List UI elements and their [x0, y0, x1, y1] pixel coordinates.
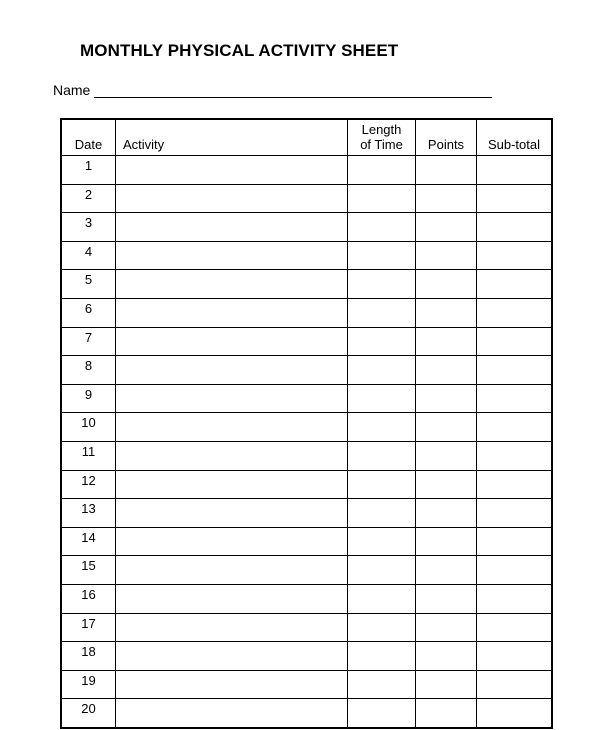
row-length-cell[interactable]: [348, 699, 416, 728]
row-subtotal-cell[interactable]: [477, 699, 553, 728]
row-length-cell[interactable]: [348, 356, 416, 385]
row-points-cell[interactable]: [416, 213, 477, 242]
row-length-cell[interactable]: [348, 327, 416, 356]
row-date-cell: 17: [61, 613, 116, 642]
table-row: [61, 241, 552, 270]
row-activity-cell[interactable]: [116, 499, 348, 528]
row-activity-cell[interactable]: [116, 327, 348, 356]
row-subtotal-cell[interactable]: [477, 184, 553, 213]
row-length-cell[interactable]: [348, 613, 416, 642]
row-date-cell: 13: [61, 499, 116, 528]
row-length-cell[interactable]: [348, 642, 416, 671]
row-date-cell: 11: [61, 441, 116, 470]
row-subtotal-cell[interactable]: [477, 670, 553, 699]
row-length-cell[interactable]: [348, 241, 416, 270]
row-length-cell[interactable]: [348, 184, 416, 213]
row-activity-cell[interactable]: [116, 298, 348, 327]
row-length-cell[interactable]: [348, 470, 416, 499]
row-activity-cell[interactable]: [116, 527, 348, 556]
header-points: Points: [416, 119, 477, 156]
row-date-cell: 10: [61, 413, 116, 442]
table-header-row: [61, 119, 552, 156]
table-row: [61, 156, 552, 185]
row-points-cell[interactable]: [416, 441, 477, 470]
table-row: [61, 613, 552, 642]
row-subtotal-cell[interactable]: [477, 441, 553, 470]
row-subtotal-cell[interactable]: [477, 213, 553, 242]
row-date-cell: 20: [61, 699, 116, 728]
row-points-cell[interactable]: [416, 699, 477, 728]
row-date-cell: 2: [61, 184, 116, 213]
table-row: [61, 642, 552, 671]
row-activity-cell[interactable]: [116, 213, 348, 242]
row-date-cell: 7: [61, 327, 116, 356]
table-row: [61, 270, 552, 299]
row-subtotal-cell[interactable]: [477, 298, 553, 327]
row-activity-cell[interactable]: [116, 584, 348, 613]
table-row: [61, 184, 552, 213]
row-activity-cell[interactable]: [116, 413, 348, 442]
row-activity-cell[interactable]: [116, 241, 348, 270]
table-row: [61, 499, 552, 528]
row-activity-cell[interactable]: [116, 670, 348, 699]
row-subtotal-cell[interactable]: [477, 270, 553, 299]
row-points-cell[interactable]: [416, 499, 477, 528]
row-subtotal-cell[interactable]: [477, 384, 553, 413]
table-row: [61, 584, 552, 613]
row-date-cell: 19: [61, 670, 116, 699]
table-row: [61, 441, 552, 470]
row-date-cell: 6: [61, 298, 116, 327]
name-field: [53, 82, 492, 98]
header-length-line1: Length: [361, 122, 402, 137]
activity-table: [60, 118, 553, 729]
row-subtotal-cell[interactable]: [477, 327, 553, 356]
header-subtotal: Sub-total: [477, 119, 553, 156]
table-row: [61, 556, 552, 585]
table-row: [61, 213, 552, 242]
table-row: [61, 470, 552, 499]
row-points-cell[interactable]: [416, 556, 477, 585]
row-length-cell[interactable]: [348, 441, 416, 470]
row-points-cell[interactable]: [416, 356, 477, 385]
row-activity-cell[interactable]: [116, 270, 348, 299]
row-activity-cell[interactable]: [116, 642, 348, 671]
table-row: [61, 356, 552, 385]
row-points-cell[interactable]: [416, 384, 477, 413]
row-activity-cell[interactable]: [116, 156, 348, 185]
row-points-cell[interactable]: [416, 327, 477, 356]
row-date-cell: 4: [61, 241, 116, 270]
header-activity: Activity: [116, 119, 348, 156]
row-date-cell: 15: [61, 556, 116, 585]
row-date-cell: 18: [61, 642, 116, 671]
row-date-cell: 3: [61, 213, 116, 242]
row-points-cell[interactable]: [416, 184, 477, 213]
row-subtotal-cell[interactable]: [477, 527, 553, 556]
row-date-cell: 12: [61, 470, 116, 499]
row-points-cell[interactable]: [416, 241, 477, 270]
row-subtotal-cell[interactable]: [477, 413, 553, 442]
row-date-cell: 14: [61, 527, 116, 556]
table-body: [61, 156, 552, 728]
row-activity-cell[interactable]: [116, 470, 348, 499]
row-length-cell[interactable]: [348, 156, 416, 185]
row-points-cell[interactable]: [416, 270, 477, 299]
row-length-cell[interactable]: [348, 384, 416, 413]
header-length-of-time: [348, 119, 416, 156]
table-row: [61, 327, 552, 356]
table-row: [61, 298, 552, 327]
row-subtotal-cell[interactable]: [477, 470, 553, 499]
row-points-cell[interactable]: [416, 156, 477, 185]
row-points-cell[interactable]: [416, 670, 477, 699]
row-subtotal-cell[interactable]: [477, 556, 553, 585]
row-points-cell[interactable]: [416, 298, 477, 327]
row-subtotal-cell[interactable]: [477, 499, 553, 528]
header-length-line2: of Time: [360, 137, 403, 152]
table-row: [61, 413, 552, 442]
header-date: Date: [61, 119, 116, 156]
table-row: [61, 670, 552, 699]
row-activity-cell[interactable]: [116, 699, 348, 728]
name-input-line[interactable]: [94, 83, 492, 98]
row-date-cell: 9: [61, 384, 116, 413]
row-activity-cell[interactable]: [116, 384, 348, 413]
row-activity-cell[interactable]: [116, 556, 348, 585]
row-subtotal-cell[interactable]: [477, 642, 553, 671]
page-title: MONTHLY PHYSICAL ACTIVITY SHEET: [80, 41, 399, 60]
row-date-cell: 1: [61, 156, 116, 185]
row-points-cell[interactable]: [416, 613, 477, 642]
row-date-cell: 5: [61, 270, 116, 299]
row-subtotal-cell[interactable]: [477, 356, 553, 385]
row-date-cell: 8: [61, 356, 116, 385]
row-length-cell[interactable]: [348, 527, 416, 556]
table-row: [61, 384, 552, 413]
row-length-cell[interactable]: [348, 213, 416, 242]
row-points-cell[interactable]: [416, 642, 477, 671]
row-length-cell[interactable]: [348, 584, 416, 613]
row-activity-cell[interactable]: [116, 613, 348, 642]
row-activity-cell[interactable]: [116, 184, 348, 213]
row-subtotal-cell[interactable]: [477, 584, 553, 613]
row-points-cell[interactable]: [416, 413, 477, 442]
row-date-cell: 16: [61, 584, 116, 613]
row-length-cell[interactable]: [348, 270, 416, 299]
table-row: [61, 699, 552, 728]
table-row: [61, 527, 552, 556]
row-length-cell[interactable]: [348, 298, 416, 327]
row-points-cell[interactable]: [416, 470, 477, 499]
row-activity-cell[interactable]: [116, 356, 348, 385]
row-length-cell[interactable]: [348, 556, 416, 585]
row-subtotal-cell[interactable]: [477, 613, 553, 642]
row-points-cell[interactable]: [416, 527, 477, 556]
row-length-cell[interactable]: [348, 499, 416, 528]
row-activity-cell[interactable]: [116, 441, 348, 470]
row-subtotal-cell[interactable]: [477, 156, 553, 185]
row-subtotal-cell[interactable]: [477, 241, 553, 270]
row-length-cell[interactable]: [348, 413, 416, 442]
row-length-cell[interactable]: [348, 670, 416, 699]
row-points-cell[interactable]: [416, 584, 477, 613]
name-label: Name: [53, 82, 91, 98]
